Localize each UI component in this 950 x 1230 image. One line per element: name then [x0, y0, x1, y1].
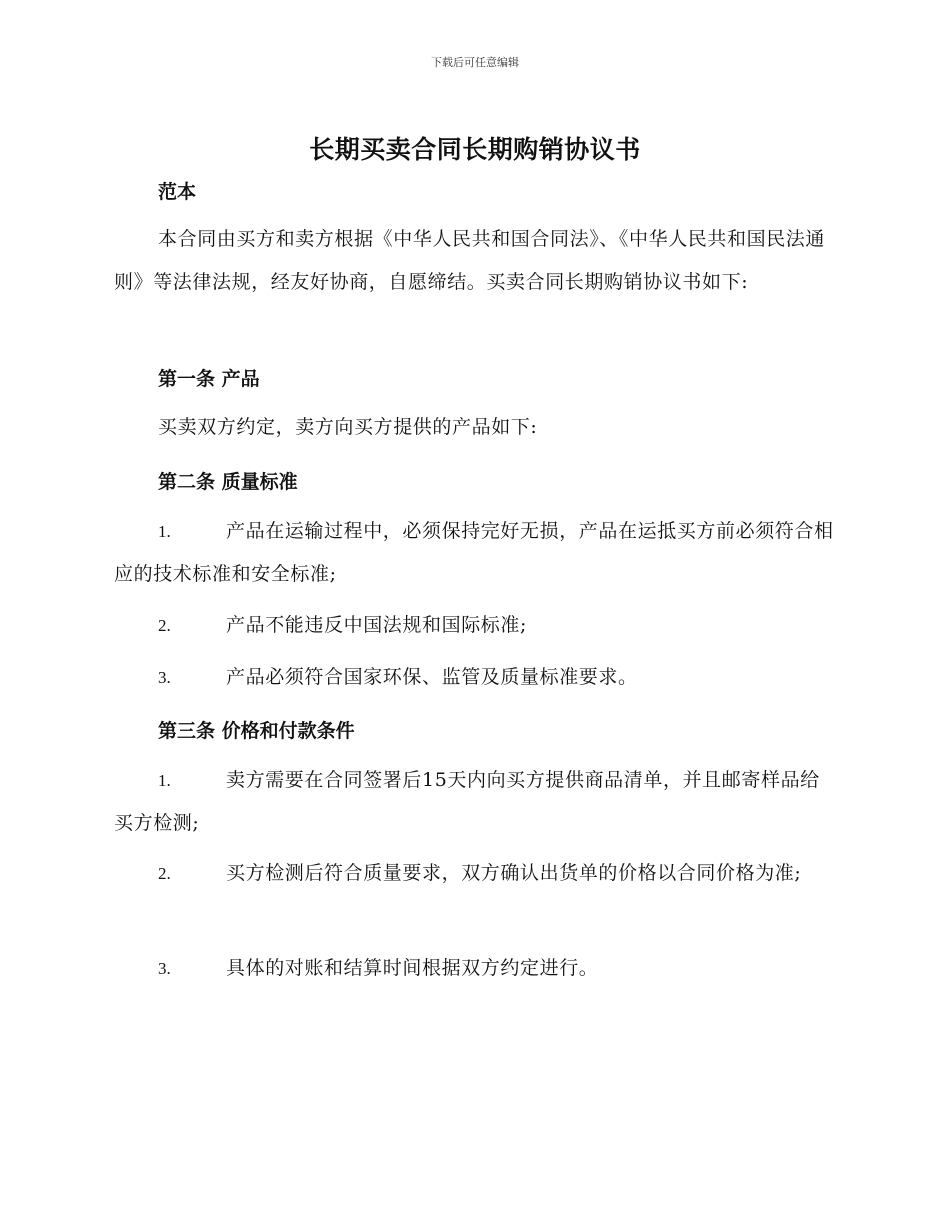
document-subtitle: 范本 — [158, 181, 197, 203]
document-title: 长期买卖合同长期购销协议书 — [309, 135, 641, 164]
item-text: 产品不能违反中国法规和国际标准; — [226, 614, 528, 636]
list-item — [114, 656, 834, 699]
item-number: 3. — [158, 959, 171, 978]
section-body-1 — [114, 406, 834, 449]
item-text: 产品在运输过程中，必须保持完好无损，产品在运抵买方前必须符合相应的技术标准和安全标准; — [114, 520, 834, 585]
list-item — [114, 852, 834, 895]
section-body-text: 买卖双方约定，卖方向买方提供的产品如下: — [158, 416, 538, 438]
section-heading-2: 第二条 质量标准 — [158, 471, 298, 493]
list-item — [114, 604, 834, 647]
item-number: 2. — [158, 616, 171, 635]
item-text: 具体的对账和结算时间根据双方约定进行。 — [226, 957, 599, 979]
section-heading-1: 第一条 产品 — [158, 368, 260, 390]
intro-text: 本合同由买方和卖方根据《中华人民共和国合同法》、《中华人民共和国民法通则》等法律法规，经友好协商，自愿缔结。买卖合同长期购销协议书如下: — [114, 228, 826, 293]
list-item — [114, 510, 834, 596]
item-number: 2. — [158, 864, 171, 883]
item-text: 产品必须符合国家环保、监管及质量标准要求。 — [226, 666, 638, 688]
intro-paragraph — [114, 218, 834, 304]
item-number: 1. — [158, 522, 171, 541]
list-item — [114, 947, 834, 990]
item-text: 卖方需要在合同签署后15天内向买方提供商品清单，并且邮寄样品给买方检测; — [114, 769, 820, 834]
item-number: 3. — [158, 668, 171, 687]
item-number: 1. — [158, 771, 171, 790]
list-item — [114, 759, 834, 845]
header-note: 下载后可任意编辑 — [431, 56, 519, 69]
item-text: 买方检测后符合质量要求，双方确认出货单的价格以合同价格为准; — [226, 862, 802, 884]
section-heading-3: 第三条 价格和付款条件 — [158, 720, 355, 742]
